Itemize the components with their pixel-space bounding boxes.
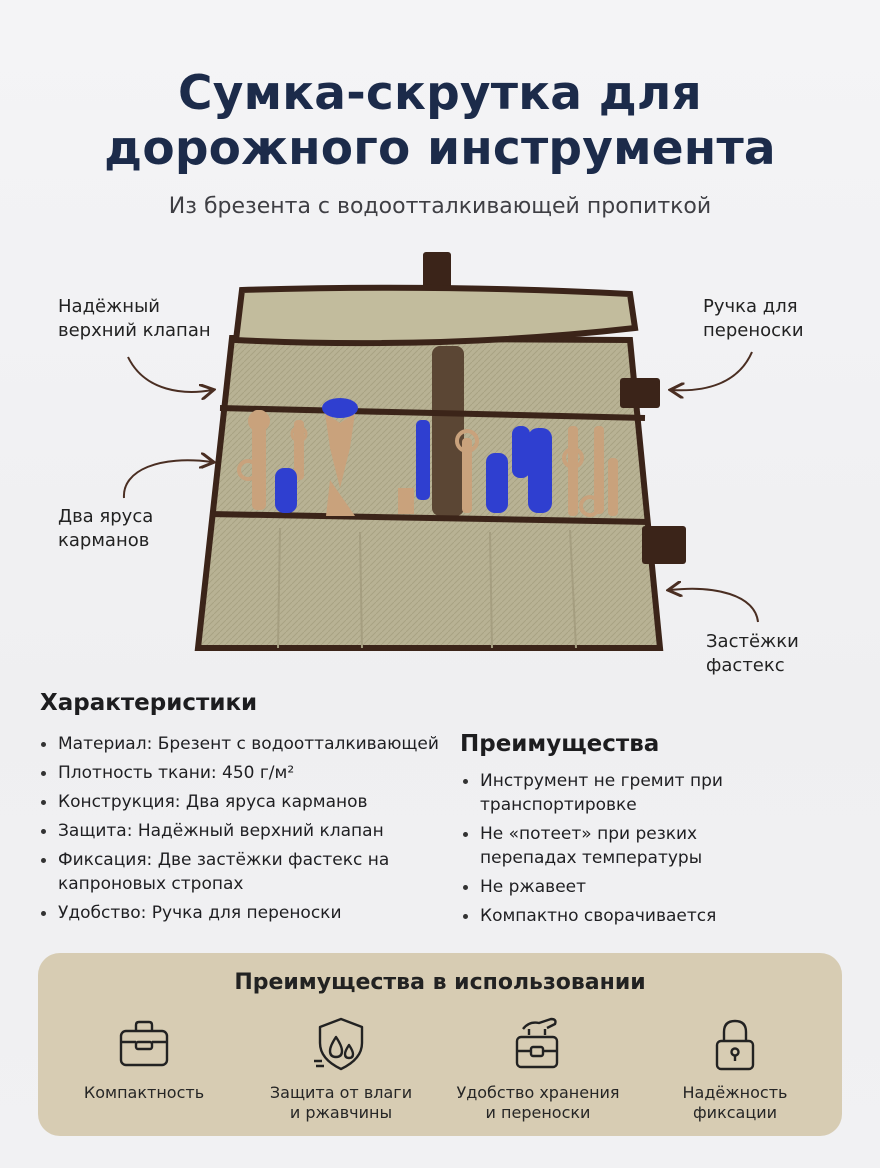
usage-benefits-panel (38, 953, 842, 1136)
title-line-2: дорожного инструмента (104, 121, 776, 176)
feature-moisture-protection (241, 1015, 441, 1123)
callout-handle (703, 295, 804, 343)
hand-case-icon (509, 1015, 567, 1073)
callout-flap (58, 295, 211, 343)
feature-label-line-1: Надёжность (682, 1083, 788, 1102)
callout-pockets (58, 505, 153, 553)
callout-flap-line-2: верхний клапан (58, 320, 211, 341)
feature-label-line-1: Удобство хранения (456, 1083, 620, 1102)
tool-roll-photo (190, 248, 690, 668)
padlock-icon (706, 1015, 764, 1073)
feature-secure-fastening (635, 1015, 835, 1123)
feature-label: Компактность (83, 1083, 205, 1102)
title-line-1: Сумка-скрутка для (178, 66, 702, 121)
list-item: Не «потеет» при резких перепадах температуры (460, 822, 760, 870)
list-item: Защита: Надёжный верхний клапан (38, 819, 458, 843)
advantages-heading: Преимущества (460, 731, 660, 757)
feature-storage-carrying (438, 1015, 638, 1123)
feature-label-line-2: и ржавчины (289, 1103, 393, 1122)
callout-buckles-line-1: Застёжки (706, 631, 799, 652)
usage-heading: Преимущества в использовании (234, 970, 646, 995)
callout-buckles-line-2: фастекс (706, 655, 785, 676)
list-item: Инструмент не гремит при транспортировке (460, 769, 760, 817)
page-title (0, 66, 880, 176)
callout-handle-line-1: Ручка для (703, 296, 798, 317)
callout-buckles (706, 630, 799, 678)
feature-label-line-2: и переноски (485, 1103, 591, 1122)
bag-icon (115, 1015, 173, 1073)
callout-pockets-line-1: Два яруса (58, 506, 154, 527)
callout-handle-line-2: переноски (703, 320, 804, 341)
list-item: Удобство: Ручка для переноски (38, 901, 458, 925)
feature-compactness (44, 1015, 244, 1103)
shield-drops-icon (312, 1015, 370, 1073)
advantages-list (460, 769, 760, 933)
list-item: Конструкция: Два яруса карманов (38, 790, 458, 814)
list-item: Фиксация: Две застёжки фастекс на капроновых стропах (38, 848, 418, 896)
list-item: Плотность ткани: 450 г/м² (38, 761, 458, 785)
feature-label-line-2: фиксации (692, 1103, 778, 1122)
callout-pockets-line-2: карманов (58, 530, 150, 551)
callout-flap-line-1: Надёжный (58, 296, 160, 317)
specs-list (38, 732, 458, 930)
feature-label-line-1: Защита от влаги (269, 1083, 413, 1102)
page-subtitle: Из брезента с водоотталкивающей пропиткой (168, 194, 712, 219)
list-item: Компактно сворачивается (460, 904, 760, 928)
list-item: Материал: Брезент с водоотталкивающей (38, 732, 458, 756)
list-item: Не ржавеет (460, 875, 760, 899)
specs-heading: Характеристики (40, 690, 258, 716)
